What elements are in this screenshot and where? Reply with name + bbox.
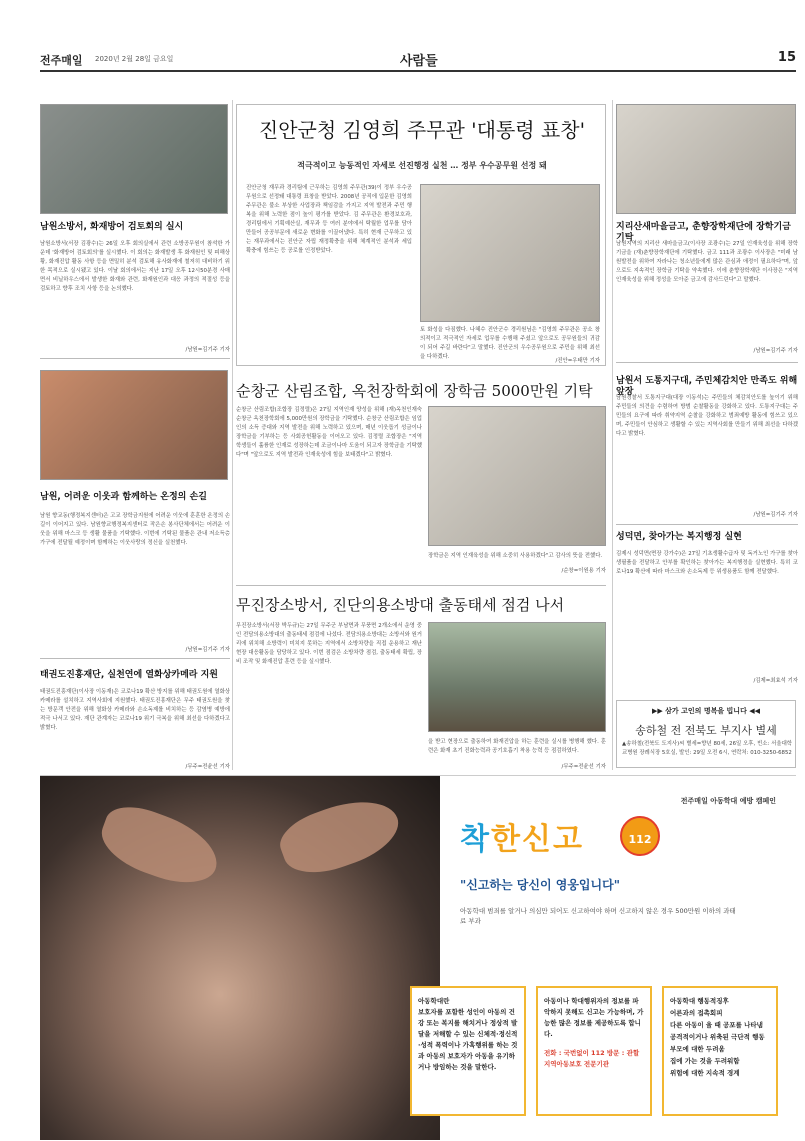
byline: /남원=김기주 기자 <box>753 348 798 354</box>
info-card-report <box>536 986 652 1116</box>
column-divider <box>612 100 613 770</box>
headline-fire-review: 남원소방서, 화재방어 검토회의 실시 <box>40 222 184 232</box>
headline-namwon-warmth: 남원, 어려운 이웃과 함께하는 온정의 손길 <box>40 492 207 502</box>
divider <box>616 524 798 525</box>
donation-photo <box>40 370 228 480</box>
card-title: 아동학대란 <box>418 997 450 1005</box>
card-title: 아동학대 행동적징후 <box>670 997 729 1005</box>
paper-name: 전주매일 <box>40 54 83 67</box>
firefighter-drill-photo <box>428 622 606 732</box>
campaign-logo <box>460 814 584 858</box>
divider <box>616 362 798 363</box>
byline: /남원=김기주 기자 <box>185 647 230 653</box>
scholarship-check-photo <box>428 406 606 546</box>
award-ceremony-photo <box>420 184 600 322</box>
headline-seongdeok-welfare: 성덕면, 찾아가는 복지행정 실현 <box>616 532 742 542</box>
divider <box>236 585 606 586</box>
lead-headline: 진안군청 김영희 주무관 '대통령 표창' <box>258 118 586 142</box>
ad-sponsor: 전주매일 아동학대 예방 캠페인 <box>680 797 776 805</box>
article-body: 남원지역의 지리산 새마을금고(이사장 조광수)는 27일 인재육성을 위해 장학기금을 (재)춘향장학재단에 기탁했다. 금고 111과 조광수 이사장은 "미래 남원발전을 위하여 자라나는 청소년들에게 많은 관심과 애정이 필요하다"며, 앞으로도 지속적인 장학금 기탁을 약속했다. 이에 춘향장학재단 이사장은 "지역 인재육성을 위해 정성을 모아준 금고에 감사드린다"고 말했다. <box>616 241 798 283</box>
section-title: 사람들 <box>400 54 438 69</box>
sign-item: 다른 아동이 울 때 공포를 나타냄 <box>670 1021 763 1029</box>
article-body-continued: 을 받고 현장으로 출동하여 화재진압을 하는 훈련을 실시를 병행해 했다. 훈련은 화재 초기 진화능력과 공기호흡기 착용 능력 등 점검하였다. <box>428 739 606 754</box>
divider <box>40 358 230 359</box>
article-body: 남원 향교동(행정복지센터)은 고교 장학금지원에 어려운 이웃에 훈훈한 온정의 손길이 이어지고 있다. 남원향교행정복지센터로 작은손 봉사단체에서는 어려운 이웃을 위해 마스크 등 생활 물품을 기탁했다. 이번에 기탁된 물품은 관내 저소득층 가구에 전달될 예정이며 함께하는 이웃사랑의 정신을 실천했다. <box>40 513 230 546</box>
fire-meeting-photo <box>40 104 228 214</box>
sign-item: 집에 가는 것을 두려워함 <box>670 1057 740 1065</box>
report-112-badge: 112 <box>620 816 660 856</box>
logo-part: 한신고 <box>490 822 584 857</box>
article-body: 무진장소방서(서장 박두규)는 27일 무주군 부남면과 무풍면 2개소에서 운영 중인 전담의용소방대의 출동태세 점검에 나섰다. 전담의용소방대는 소방서와 원거리에 위치해 소방력이 미치지 못하는 지역에서 소방차량을 직접 운용하고 재난 현장 대응활동을 담당하고 있다. 이번 점검은 소방차량 점검, 출동태세 확립, 장비 조작 및 화재진압 훈련 등을 실시했다. <box>236 623 422 665</box>
lead-subtitle: 적극적이고 능동적인 자세로 선진행정 실천 … 정부 우수공무원 선정 돼 <box>297 161 547 170</box>
article-body: 김제시 성덕면(면장 강가수)은 27일 기초생활수급자 및 독거노인 가구를 찾아 생필품을 전달하고 안부를 확인하는 찾아가는 복지행정을 실현했다. 특히 코로나19 확산에 따라 마스크와 손소독제 등 위생용품도 함께 전달했다. <box>616 551 798 575</box>
headline-dotong-police: 남원서 도통지구대, 주민체감치안 만족도 위해 앞장 <box>616 376 798 397</box>
byline: /김제=최효석 기자 <box>753 678 798 684</box>
info-card-signs <box>662 986 778 1116</box>
masthead <box>40 50 796 72</box>
byline: /무주=전윤선 기자 <box>561 764 606 770</box>
article-body: 남원소방서(서장 김광수)는 26일 오후 회의실에서 관련 소방공무원이 참석한 가운데 '화재방어 검토회의'를 실시했다. 이 회의는 화재발생 후 화재원인 및 피해상황, 화재진압 활동 사항 등을 면밀히 분석 검토해 유사화재에 철저히 대비하기 위한 목적으로 실시됐고 있다. 이날 회의에서는 지난 17일 오후 12시50분경 사매면서 비닐하우스에서 발생한 화재와 관련, 화재원인과 대응 과정의 적절성 등을 검토하고 향후 조치 사항 등을 논의했다. <box>40 241 230 292</box>
card-contact: 전화 : 국번없이 112 방문 : 관할 지역아동보호 전문기관 <box>544 1049 640 1068</box>
obituary-heading: ▶▶ 삼가 고인의 명복을 빕니다 ◀◀ <box>651 707 761 715</box>
card-text: 아동이나 학대행위자의 정보를 파악하지 못해도 신고는 가능하며, 가능한 많은 정보를 제공하도록 합니다. <box>544 997 644 1038</box>
card-text: 보호자를 포함한 성인이 아동의 건강 또는 복지를 해치거나 정상적 발달을 저해할 수 있는 신체적·정신적·성적 폭력이나 가혹행위를 하는 것과 아동의 보호자가 아동을 유기하거나 방임하는 것을 말한다. <box>418 1008 518 1071</box>
headline-scholarship: 순창군 산림조합, 옥천장학회에 장학금 5000만원 기탁 <box>236 382 593 400</box>
obituary-details: ▲송하철(전북도 도지사)씨 별세=향년 80세, 26일 오후, 빈소: 서울대학교병원 장례식장 5호실, 발인: 29일 오전 6시, 연락처: 010-3250-6852 <box>622 741 792 756</box>
sign-item: 위험에 대한 지속적 경계 <box>670 1069 740 1077</box>
byline: /순창=이원용 기자 <box>561 568 606 574</box>
child-abuse-campaign-ad <box>40 775 796 1139</box>
byline: /진안=우태만 기자 <box>555 358 600 364</box>
sign-item: 부모에 대한 두려움 <box>670 1045 725 1053</box>
article-body: 순창군 산림조합(조합장 김정렬)은 27일 지역인재 양성을 위해 (재)옥천인재숙 순창군 옥천장학회에 5,000만원의 장학금을 기탁했다. 순창군 산림조합은 임업인의 소득 증대와 지역 발전을 위해 노력하고 있으며, 매년 이웃돕기 성금이나 장학금을 기부하는 등 사회공헌활동을 이어오고 있다. 김정렬 조합장은 "지역 학생들이 훌륭한 인재로 성장하는데 조금이나마 도움이 되고자 장학금을 기탁했다"며 "앞으로도 지역 발전과 인재육성에 힘을 보태겠다"고 밝혔다. <box>236 407 422 458</box>
sign-item: 공격적이거나 위축된 극단적 행동 <box>670 1033 765 1041</box>
article-body: 태권도진흥재단(이사장 이동재)은 코로나19 확산 방지를 위해 태권도원에 열화상 카메라를 설치하고 지역사회에 지원했다. 태권도진흥재단은 무주 태권도원을 찾는 방문객 안전을 위해 열화상 카메라와 손소독제를 비치하는 등 감염병 예방에 적극 나서고 있다. 재단 관계자는 코로나19 위기 극복을 위해 최선을 다하겠다고 밝혔다. <box>40 689 230 731</box>
headline-fire-brigade: 무진장소방서, 진단의용소방대 출동태세 점검 나서 <box>236 596 565 614</box>
issue-date: 2020년 2월 28일 금요일 <box>95 55 174 63</box>
headline-taekwondo: 태권도진흥재단, 실천연에 열화상카메라 지원 <box>40 670 219 680</box>
logo-part: 착 <box>460 822 491 857</box>
divider <box>40 658 230 659</box>
page-number: 15 <box>777 50 796 65</box>
byline: /남원=김기주 기자 <box>185 347 230 353</box>
campaign-description: 아동학대 범죄를 알거나 의심만 되어도 신고하여야 하며 신고하지 않은 경우 500만원 이하의 과태료 부과 <box>460 907 736 925</box>
byline: /남원=김기주 기자 <box>753 512 798 518</box>
byline: /무주=전윤선 기자 <box>185 764 230 770</box>
headline-jirisan-bank: 지리산새마을금고, 춘향장학재단에 장학기금 기탁 <box>616 222 791 243</box>
column-divider <box>232 100 233 770</box>
lead-body: 진안군청 재무과 경리팀에 근무하는 김영희 주무관(39)이 정부 우수공무원으로 선정돼 대통령 표창을 받았다. 2008년 공직에 입문한 김영희 주무관은 불소 부상한 사업장과 책임감을 가지고 지역 발전과 주민 행복을 위해 노력한 점이 높이 평가를 받았다. 김 주무관은 환경보호과, 경리팀에서 기획예산실, 재무과 등 여러 분야에서 탁월한 업무를 담아 만들어 공공부문에 새로운 변화를 이끌어냈다. 특히 현재 근무하고 있는 재무과에서는 진안군 자립 재정확충을 위해 체계적인 분석과 세입 확충에 힘쓰는 등 공로를 인정받았다. <box>246 185 412 254</box>
article-body: 남원경찰서 도통지구대(대장 이동석)는 주민들의 체감치안도를 높이기 위해 주민들의 의견을 수렴하여 방범 순찰활동을 강화하고 있다. 도통지구대는 주민들의 요구에 따라 취약지역 순찰을 강화하고 범죄예방 활동에 힘쓰고 있으며, 주민들이 안심하고 생활할 수 있는 지역사회를 만들기 위해 최선을 다하겠다고 밝혔다. <box>616 395 798 437</box>
obituary-name: 송하철 전 전북도 부지사 별세 <box>635 724 777 737</box>
sign-item: 어른과의 접촉회피 <box>670 1009 723 1017</box>
lead-body-continued: 토 화성을 다짐했다. 나혜수 진안군수 경리원님은 "김영희 주무관은 공소 창의적이고 적극적인 자세로 업무를 수행해 주셨고 앞으로도 공무원들의 귀감이 되어 주길 바란다"고 말했다. 진안군의 우수공무원으로 주민을 위해 최선을 다하겠다. <box>420 327 600 360</box>
article-body-continued: 장학금은 지역 인재육성을 위해 소중히 사용하겠다"고 감사의 뜻을 전했다. <box>428 553 603 559</box>
info-card-definition <box>410 986 526 1116</box>
scholarship-donation-photo <box>616 104 796 214</box>
campaign-slogan: "신고하는 당신이 영웅입니다" <box>460 878 620 892</box>
